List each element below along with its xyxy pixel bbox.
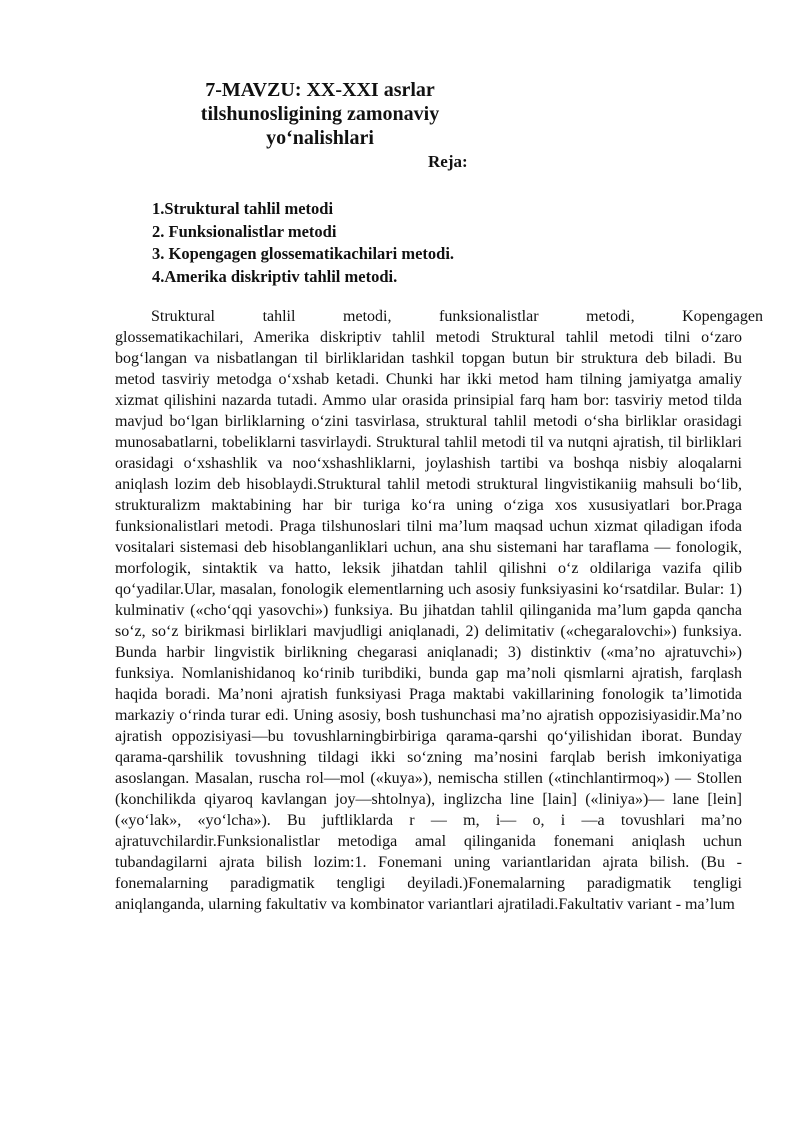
word: Struktural [151,308,215,325]
body-text [115,306,763,915]
title-line: yo‘nalishlari [266,127,374,149]
plan-item: 4.Amerika diskriptiv tahlil metodi. [152,266,398,286]
document-title [160,78,480,150]
word: metodi, [343,308,392,325]
word: tahlil [262,308,296,325]
title-line: tilshunosligining zamonaviy [200,103,440,125]
word: funksionalistlar [439,308,539,325]
plan-heading: Reja: [428,152,468,171]
plan-item: 3. Kopengagen glossematikachilari metodi. [152,244,455,263]
word: metodi, [586,308,635,325]
word: Kopengagen [682,308,763,325]
plan-list [152,198,454,288]
title-line: 7-MAVZU: XX-XXI asrlar [205,79,435,101]
first-line [151,306,763,327]
plan-item: 1.Struktural tahlil metodi [152,199,334,218]
plan-item: 2. Funksionalistlar metodi [152,221,337,241]
body-paragraph: glossematikachilari, Amerika diskriptiv tahlil metodi Struktural tahlil metodi tilni o‘zaro bog‘langan va nisbatlangan til birliklaridan tashkil topgan butun bir struktura deb biladi. Bu metod tasviriy metodga o‘xshab ketadi. Chunki har ikki metod ham tilning jamiyatga amaliy xizmat qilishini nazarda tutadi. Ammo ular orasida prinsipial farq ham bor: tasviriy metod tilda mavjud bo‘lgan birliklarning o‘zini tasvirlasa, struktural tahlil metodi o‘sha birliklar orasidagi munosabatlarni, tobeliklarni tasvirlaydi. Struktural tahlil metodi til va nutqni ajratish, til birliklari orasidagi o‘xshashlik va noo‘xshashliklarni, joylashish tartibi va boshqa nisbiy aloqalarni aniqlash lozim deb hisoblaydi.Struktural tahlil metodi struktural lingvistikaniig mahsuli bo‘lib, strukturalizm maktabining har bir turiga ko‘ra uning o‘ziga xos xususiyatlari bor.Praga funksionalistlari metodi. Praga tilshunoslari tilni ma’lum maqsad uchun xizmat qiladigan ifoda vositalari sistemasi deb hisoblanganliklari uchun, ana shu sistemani har taraflama — fonologik, morfologik, sintaktik va hatto, leksik jihatdan tahlil qilishni o‘z oldilariga vazifa qilib qo‘yadilar.Ular, masalan, fonologik elementlarning uch asosiy funksiyasini ko‘rsatdilar. Bular: 1) kulminativ («cho‘qqi yasovchi») funksiya. Bu jihatdan tahlil qilinganida ma’lum gapda qancha so‘z, so‘z birikmasi birliklari mavjudligi aniqlanadi, 2) delimitativ («chegaralovchi») funksiya. Bunda harbir lingvistik birlikning chegarasi aniqlanadi; 3) distinktiv («ma’no ajratuvchi») funksiya. Nomlanishidanoq ko‘rinib turibdiki, bunda gap ma’noli qismlarni ajratish, farqlash haqida boradi. Ma’noni ajratish funksiyasi Praga maktabi vakillarining fonologik ta’limotida markaziy o‘rinda turar edi. Uning asosiy, bosh tushunchasi ma’no ajratish oppozisiyasidir.Ma’no ajratish oppozisiyasi—bu tovushlarningbirbiriga qarama-qarshi qo‘yilishidan iborat. Bunday qarama-qarshilik tovushning tildagi ikki so‘zning ma’nosini farqlab berish imkoniyatiga asoslangan. Masalan, ruscha rol—mol («kuya»), nemischa stillen («tinchlantirmoq») — Stollen (konchilikda qiyaroq kavlangan joy—shtolnya), inglizcha line [lain] («liniya»)— lane [lein] («yo‘lak», «yo‘lcha»). Bu juftliklarda r — m, i— o, i —a tovushlari ma’no ajratuvchilardir.Funksionalistlar metodiga amal qilinganida fonemani aniqlash uchun tubandagilarni ajrata bilish lozim:1. Fonemani uning variantlaridan ajrata bilish. (Bu - fonemalarning paradigmatik tengligi deyiladi.)Fonemalarning paradigmatik tengligi aniqlanganda, ularning fakultativ va kombinator variantlari ajratiladi.Fakultativ variant - ma’lum [115,329,742,913]
